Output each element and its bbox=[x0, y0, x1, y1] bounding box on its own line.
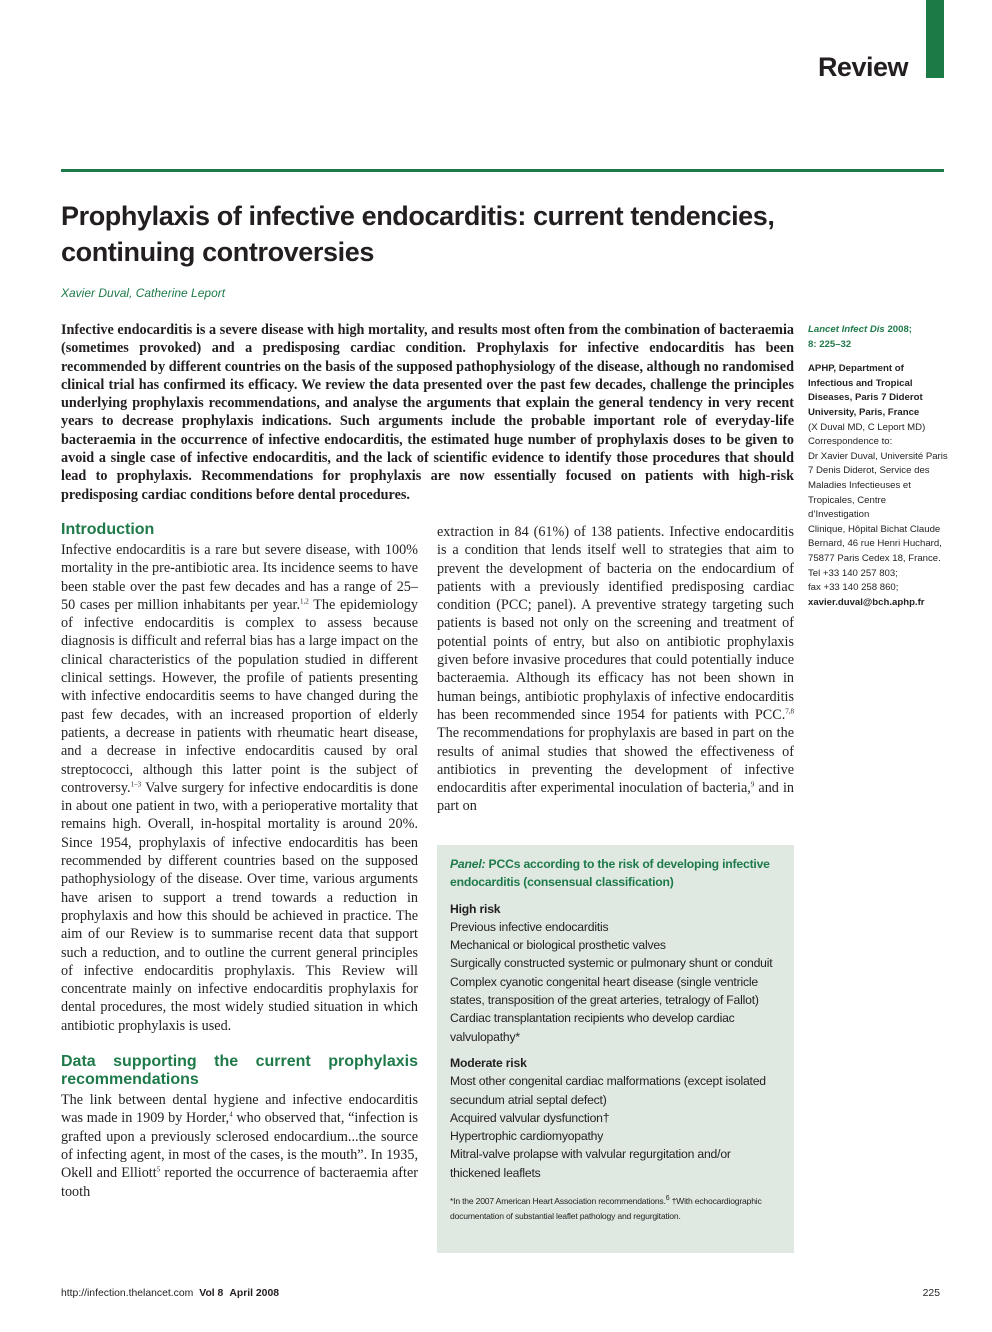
moderate-risk-item: Mitral-valve prolapse with valvular regurgitation and/or thickened leaflets bbox=[450, 1147, 731, 1180]
correspondence-address bbox=[808, 450, 948, 567]
reference[interactable]: 1,2 bbox=[300, 597, 309, 606]
correspondence-label: Correspondence to: bbox=[808, 436, 893, 448]
reference[interactable]: 6 bbox=[665, 1195, 670, 1203]
header-rule bbox=[61, 169, 944, 172]
section-label: Review bbox=[817, 52, 908, 82]
email-link[interactable]: xavier.duval@bch.aphp.fr bbox=[808, 596, 925, 608]
body-paragraph: extraction in 84 (61%) of 138 patients. Infective endocarditis is a condition that lends itself well to strategies that aim to prevent the development of bacteria on the endocardium of patients with a previously identified predisposing cardiac condition (PCC; panel). A preventive strategy targeting such patients is based not only on the screening and treatment of potential points of entry, but also on antibiotic prophylaxis given before invasive procedures that could potentially induce bacteraemia. Although its efficacy has not been shown in human beings, antibiotic prophylaxis of infective endocarditis has been recommended since 1954 for patients with PCC.$^{7,8}$ The recommendations for prophylaxis are based in part on the results of animal studies that showed the effectiveness of antibiotics in preventing the development of infective endocarditis after experimental inoculation of bacteria,$^9$ and in part on bbox=[437, 524, 794, 815]
data-supporting-paragraph: The link between dental hygiene and infective endocarditis was made in 1909 by Horder,$^4$ who observed that, “infection is grafted upon a previously sclerosed endocardium...the source of infecting agent, in most of the cases, is the mouth”. In 1935, Okell and Elliott$^5$ reported the occurrence of bacteraemia after tooth bbox=[61, 1092, 419, 1200]
citation-year: 2008; bbox=[884, 324, 912, 335]
high-risk-item: Complex cyanotic congenital heart disease (single ventricle states, transposition of the great arteries, tetralogy of Fallot) bbox=[450, 974, 759, 1008]
journal-url[interactable]: http://infection.thelancet.com bbox=[61, 1288, 194, 1299]
address-line: Maladies Infectieuses et bbox=[808, 479, 911, 491]
abstract: Infective endocarditis is a severe disease with high mortality, and results most often from the combination of bacteraemia (sometimes provoked) and a predisposing cardiac condition. Prophylaxis for infective endocarditis has been recommended by different countries on the basis of the supposed pathophysiology of the disease, although no randomised clinical trial has confirmed its efficacy. We review the data presented over the past few decades, challenge the principles underlying prophylaxis recommendations, and analyse the arguments that explain the general tendency in very recent years to decrease prophylaxis indications. Such arguments include the probable important role of everyday-life bacteraemia in the occurrence of infective endocarditis, the estimated huge number of prophylaxis doses to be given to avoid a single case of infective endocarditis, and the lack of scientific evidence to identify those procedures that should lead to prophylaxis. Recommendations for prophylaxis are now essentially focused on patients with high-risk predisposing cardiac conditions before dental procedures. bbox=[61, 322, 794, 503]
body-column-left bbox=[61, 521, 418, 1201]
high-risk-item: Surgically constructed systemic or pulmonary shunt or conduit bbox=[450, 956, 773, 971]
issue-date: April 2008 bbox=[229, 1288, 280, 1299]
moderate-risk-item: Most other congenital cardiac malformations (except isolated secundum atrial septal defect) bbox=[450, 1074, 766, 1107]
footer-journal-info bbox=[61, 1288, 279, 1299]
affiliation-line: APHP, Department of bbox=[808, 363, 904, 375]
citation-pages: 8: 225–32 bbox=[808, 338, 852, 350]
article-sidebar bbox=[808, 323, 948, 610]
moderate-risk-heading: Moderate risk bbox=[450, 1055, 527, 1070]
address-line: Clinique, Hôpital Bichat Claude bbox=[808, 523, 941, 535]
affiliation bbox=[808, 362, 948, 420]
article-authors: Xavier Duval, Catherine Leport bbox=[61, 286, 226, 300]
reference[interactable]: 9 bbox=[750, 780, 755, 789]
page-number: 225 bbox=[922, 1288, 940, 1299]
high-risk-item: Previous infective endocarditis bbox=[450, 919, 609, 934]
volume: Vol 8 bbox=[199, 1288, 224, 1299]
high-risk-item: Cardiac transplantation recipients who develop cardiac valvulopathy* bbox=[450, 1011, 735, 1044]
affiliation-line: Infectious and Tropical bbox=[808, 377, 913, 389]
affiliation-authors: (X Duval MD, C Leport MD) bbox=[808, 421, 926, 433]
reference[interactable]: 1–3 bbox=[130, 780, 142, 789]
affiliation-line: University, Paris, France bbox=[808, 406, 920, 418]
citation bbox=[808, 323, 948, 352]
reference[interactable]: 7,8 bbox=[785, 707, 794, 716]
moderate-risk-item: Hypertrophic cardiomyopathy bbox=[450, 1129, 604, 1144]
address-line: Dr Xavier Duval, Université Paris bbox=[808, 450, 948, 462]
affiliation-line: Diseases, Paris 7 Diderot bbox=[808, 392, 923, 404]
introduction-heading: Introduction bbox=[61, 521, 155, 538]
address-line: Bernard, 46 rue Henri Huchard, bbox=[808, 538, 942, 550]
section-color-bar bbox=[926, 0, 944, 78]
high-risk-item: Mechanical or biological prosthetic valves bbox=[450, 938, 666, 953]
panel-title: Panel: PCCs according to the risk of developing infective endocarditis (consensual classification) bbox=[450, 857, 770, 890]
citation-journal: Lancet Infect Dis bbox=[808, 324, 885, 335]
telephone: Tel +33 140 257 803; bbox=[808, 567, 898, 579]
high-risk-heading: High risk bbox=[450, 901, 501, 916]
moderate-risk-item: Acquired valvular dysfunction† bbox=[450, 1110, 610, 1125]
reference[interactable]: 5 bbox=[156, 1165, 161, 1174]
panel-label: Panel: bbox=[450, 857, 486, 871]
introduction-paragraph: Infective endocarditis is a rare but severe disease, with 100% mortality in the pre-antibiotic area. Its incidence seems to have been stable over the past few decades and has a range of 25–50 cases per million inhabitants per year.$^{1,2}$ The epidemiology of infective endocarditis is complex to assess because diagnosis is difficult and referral bias has a large impact on the clinical characteristics of the population studied in different clinical settings. However, the profile of patients presenting with infective endocarditis seems to have changed during the past few decades, with an increased proportion of elderly patients, a decrease in patients with rheumatic heart disease, and a decrease in infective endocarditis caused by oral streptococci, although this latter point is the subject of controversy.$^{1-3}$ Valve surgery for infective endocarditis is done in about one patient in two, with a perioperative mortality that remains high. Overall, in-hospital mortality is around 20%. Since 1954, prophylaxis of infective endocarditis has been recommended by different countries based on the supposed pathophysiology of the disease. Over time, various arguments have arisen to support a trend towards a reduction in prophylaxis and how this should be achieved in practice. The aim of our Review is to summarise recent data that support such a reduction, and to outline the current general principles of infective endocarditis prophylaxis. This Review will concentrate mainly on infective endocarditis prophylaxis for dental procedures, the most widely studied situation in which antibiotic prophylaxis is used. bbox=[61, 542, 418, 1034]
address-line: 7 Denis Diderot, Service des bbox=[808, 465, 930, 477]
reference[interactable]: 4 bbox=[229, 1110, 233, 1119]
address-line: Tropicales, Centre d’Investigation bbox=[808, 494, 887, 521]
fax: fax +33 140 258 860; bbox=[808, 582, 899, 594]
article-title: Prophylaxis of infective endocarditis: current tendencies, continuing controversies bbox=[61, 201, 775, 267]
panel-footnote: *In the 2007 American Heart Association recommendations.$^6$ †With echocardiographic documentation of substantial leaflet pathology and regurgitation. bbox=[450, 1195, 762, 1221]
data-supporting-heading: Data supporting the current prophylaxis recommendations bbox=[61, 1053, 418, 1089]
address-line: 75877 Paris Cedex 18, France. bbox=[808, 552, 941, 564]
pcc-risk-panel bbox=[437, 845, 794, 1253]
body-column-right bbox=[437, 523, 794, 816]
